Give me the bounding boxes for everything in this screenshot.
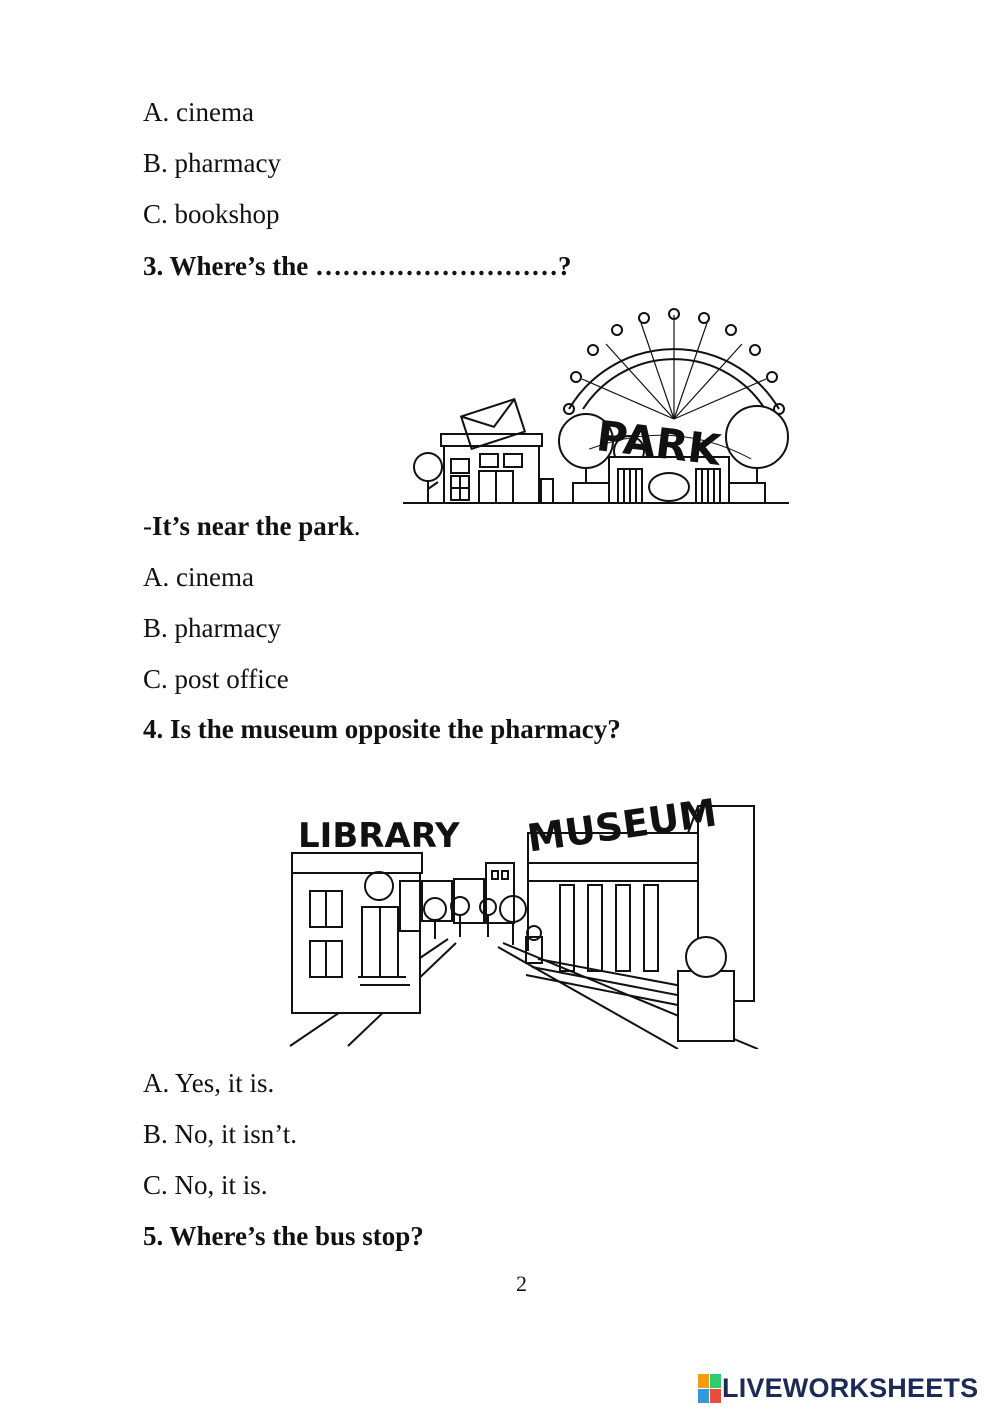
liveworksheets-logo [698,1373,978,1404]
q3-answer-bold: It’s near the park [152,511,354,541]
liveworksheets-brand: LIVEWORKSHEETS [722,1373,979,1403]
q5-question: 5. Where’s the bus stop? [143,1221,424,1251]
q4-option-a[interactable]: A. Yes, it is. [143,1068,275,1098]
q4-option-b[interactable]: B. No, it isn’t. [143,1119,298,1149]
q3-park-illustration [401,299,789,534]
page-number: 2 [516,1271,527,1296]
q3-question: 3. Where’s the ………………………? [143,251,572,281]
q4-question: 4. Is the museum opposite the pharmacy? [143,714,621,744]
q3-option-b[interactable]: B. pharmacy [143,613,281,643]
q3-option-c[interactable]: C. post office [143,664,289,694]
liveworksheets-logo-icon [698,1374,722,1404]
library-sign-text: LIBRARY [298,816,460,856]
q2-option-a[interactable]: A. cinema [143,97,254,127]
q4-option-c[interactable]: C. No, it is. [143,1170,268,1200]
museum-sign-text: MUSEUM [524,790,720,861]
q4-street-illustration [288,761,759,1049]
q2-option-c[interactable]: C. bookshop [143,199,280,229]
park-sign-text: PARK [593,411,724,475]
q3-answer: -It’s near the park. [143,511,361,541]
q2-option-b[interactable]: B. pharmacy [143,148,281,178]
q3-option-a[interactable]: A. cinema [143,562,254,592]
